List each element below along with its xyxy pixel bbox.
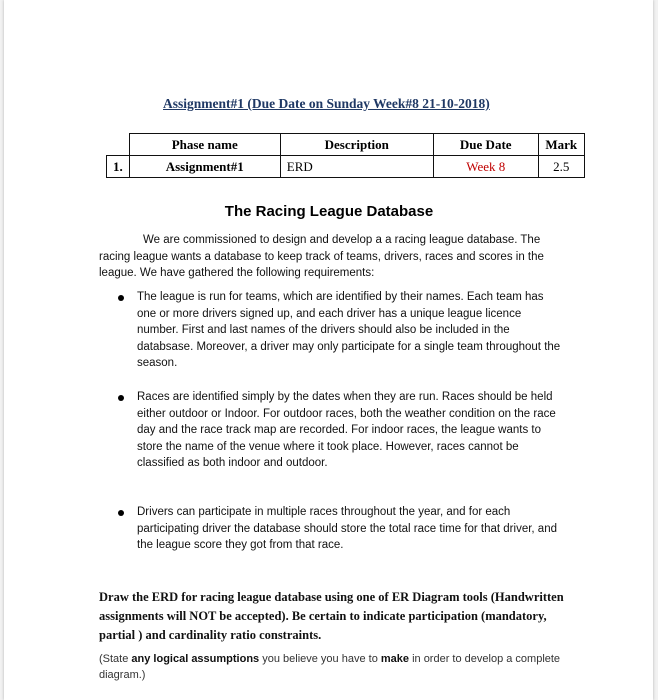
row-description: ERD <box>280 156 433 178</box>
header-empty-cell <box>107 134 130 156</box>
section-heading: The Racing League Database <box>224 203 434 220</box>
header-due-date: Due Date <box>433 134 538 156</box>
table-row <box>107 156 585 178</box>
note-text: in order to develop a complete diagram.) <box>99 653 561 681</box>
instruction-paragraph: Draw the ERD for racing league database using one of ER Diagram tools (Handwritten assignments will NOT be accepted). Be certain to indicate participation (mandatory, partial ) and cardinality ratio constraints. <box>99 590 564 642</box>
assumptions-note <box>99 651 569 683</box>
bullet-icon <box>118 510 124 516</box>
row-phase: Assignment#1 <box>129 156 280 178</box>
intro-paragraph: We are commissioned to design and develop a a racing league database. The racing league wants a database to keep track of teams, drivers, races and scores in the league. We have gathered the following requirements: <box>99 234 544 279</box>
requirement-item: Races are identified simply by the dates when they are run. Races should be held either outdoor or Indoor. For outdoor races, both the weather condition on the race day and the race track map are recorded. For indoor races, the league wants to store the name of the venue where it took place. However, races cannot be classified as both indoor and outdoor. <box>137 391 556 469</box>
assignment-title: Assignment#1 (Due Date on Sunday Week#8 21-10-2018) <box>163 96 490 111</box>
bullet-icon <box>118 295 124 301</box>
row-due-date: Week 8 <box>433 156 538 178</box>
phase-table <box>106 133 585 178</box>
bullet-icon <box>118 395 124 401</box>
note-text: (State <box>99 653 132 665</box>
note-bold-text: any logical assumptions <box>131 653 260 665</box>
header-phase: Phase name <box>129 134 280 156</box>
header-description: Description <box>280 134 433 156</box>
requirement-item: The league is run for teams, which are identified by their names. Each team has one or more drivers signed up, and each driver has a unique league licence number. First and last names of the drivers should also be included in the databsase. Moreover, a driver may only participate for a single team throughout the season. <box>137 291 561 369</box>
table-header-row <box>107 134 585 156</box>
row-mark: 2.5 <box>538 156 584 178</box>
requirement-item: Drivers can participate in multiple races throughout the year, and for each participating driver the database should store the total race time for that driver, and the league score they got from that race. <box>137 506 557 551</box>
row-index: 1. <box>107 156 130 178</box>
note-text: you believe you have to <box>259 653 381 665</box>
note-bold-text: make <box>380 653 410 665</box>
header-mark: Mark <box>538 134 584 156</box>
